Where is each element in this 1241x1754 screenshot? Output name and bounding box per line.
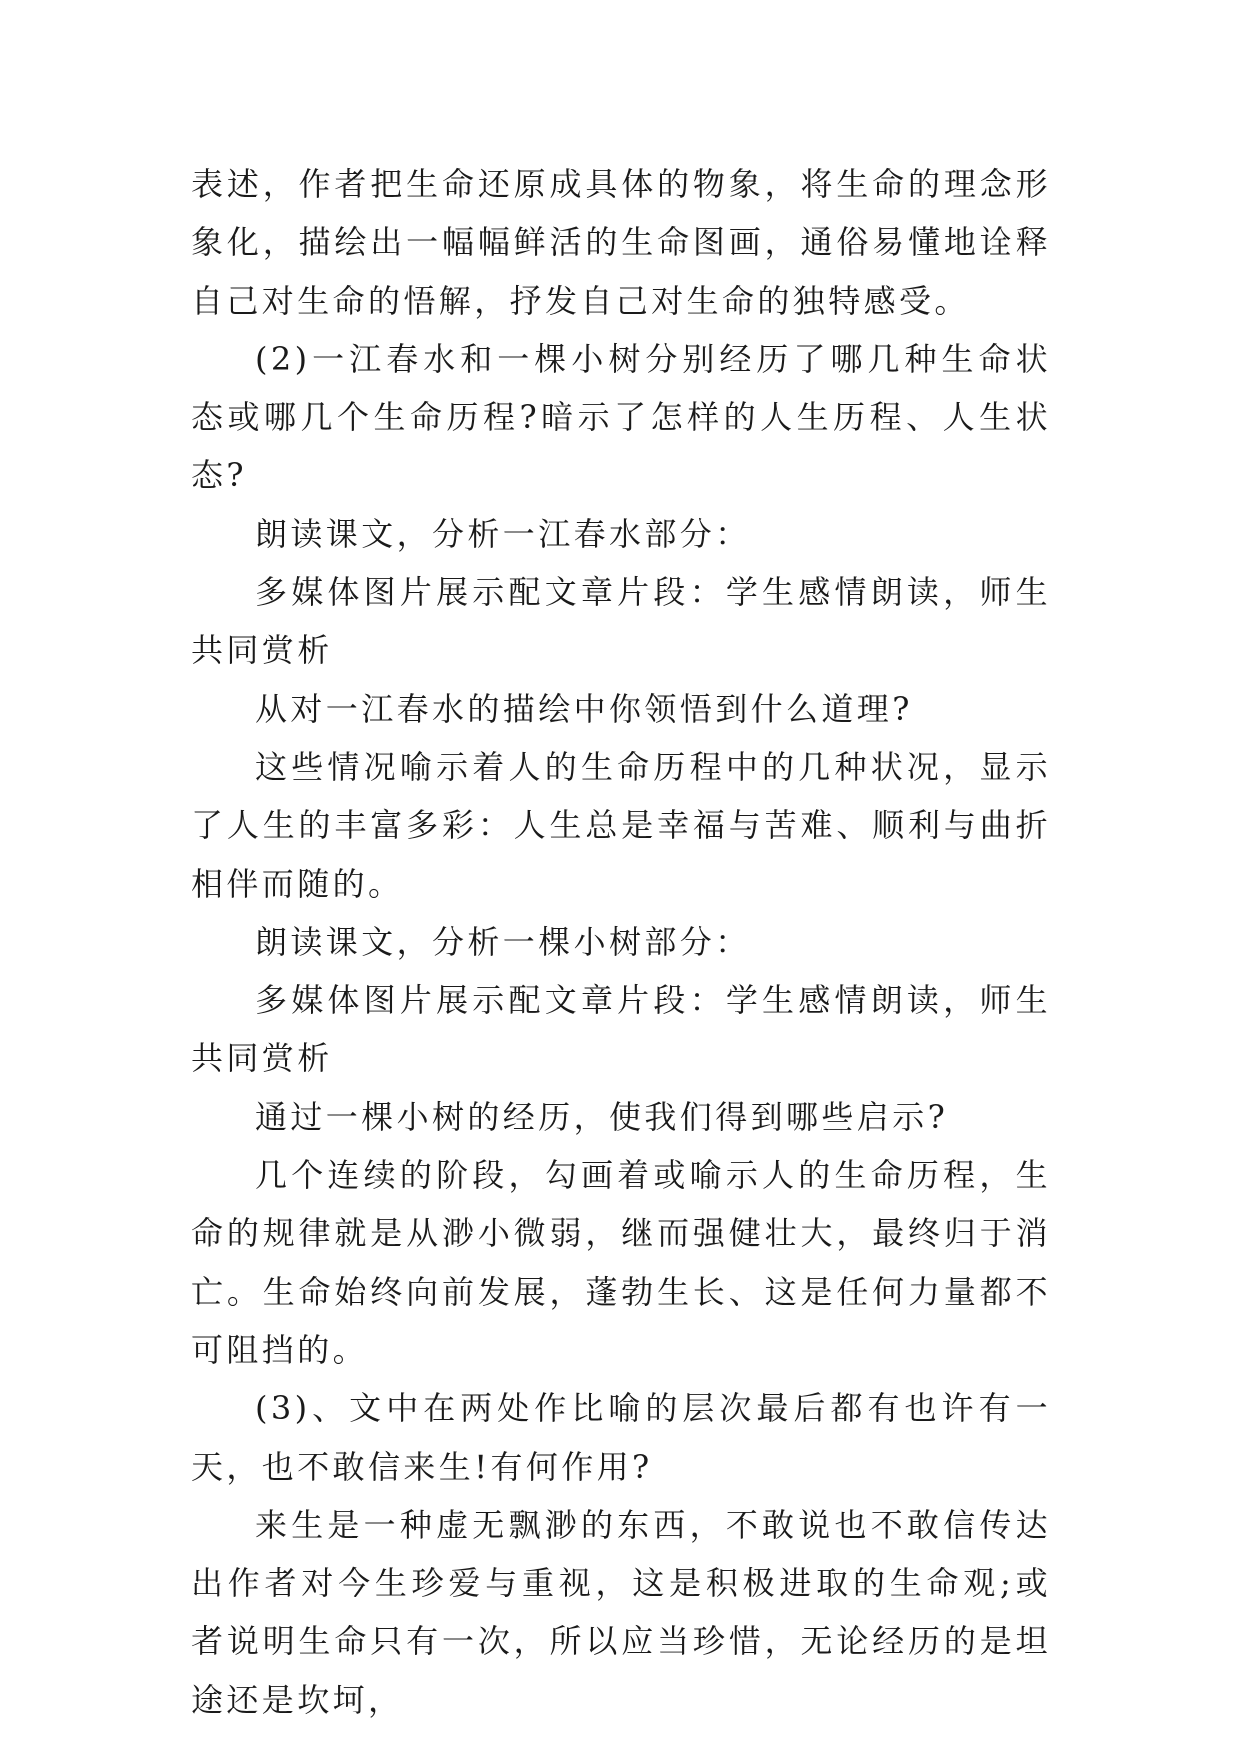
paragraph-5: 从对一江春水的描绘中你领悟到什么道理?	[255, 689, 913, 728]
paragraph-2: (2)一江春水和一棵小树分别经历了哪几种生命状态或哪几个生命历程?暗示了怎样的人生历程、人生状态?	[191, 339, 1051, 495]
paragraph-3: 朗读课文，分析一江春水部分：	[255, 514, 751, 553]
paragraph-4: 多媒体图片展示配文章片段：学生感情朗读，师生共同赏析	[191, 573, 1051, 670]
paragraph-12: 来生是一种虚无飘渺的东西，不敢说也不敢信传达出作者对今生珍爱与重视，这是积极进取的生命观;或者说明生命只有一次，所以应当珍惜，无论经历的是坦途还是坎坷，	[191, 1505, 1051, 1719]
paragraph-1: 表述，作者把生命还原成具体的物象，将生命的理念形象化，描绘出一幅幅鲜活的生命图画，通俗易懂地诠释自己对生命的悟解，抒发自己对生命的独特感受。	[191, 165, 1051, 320]
paragraph-6: 这些情况喻示着人的生命历程中的几种状况，显示了人生的丰富多彩：人生总是幸福与苦难、顺利与曲折相伴而随的。	[191, 747, 1051, 903]
body-text	[191, 155, 1051, 1729]
paragraph-11: (3)、文中在两处作比喻的层次最后都有也许有一天，也不敢信来生!有何作用?	[191, 1389, 1051, 1486]
paragraph-10: 几个连续的阶段，勾画着或喻示人的生命历程，生命的规律就是从渺小微弱，继而强健壮大，最终归于消亡。生命始终向前发展，蓬勃生长、这是任何力量都不可阻挡的。	[191, 1156, 1051, 1369]
paragraph-8: 多媒体图片展示配文章片段：学生感情朗读，师生共同赏析	[191, 981, 1051, 1078]
paragraph-9: 通过一棵小树的经历，使我们得到哪些启示?	[255, 1097, 949, 1136]
paragraph-7: 朗读课文，分析一棵小树部分：	[255, 922, 751, 961]
